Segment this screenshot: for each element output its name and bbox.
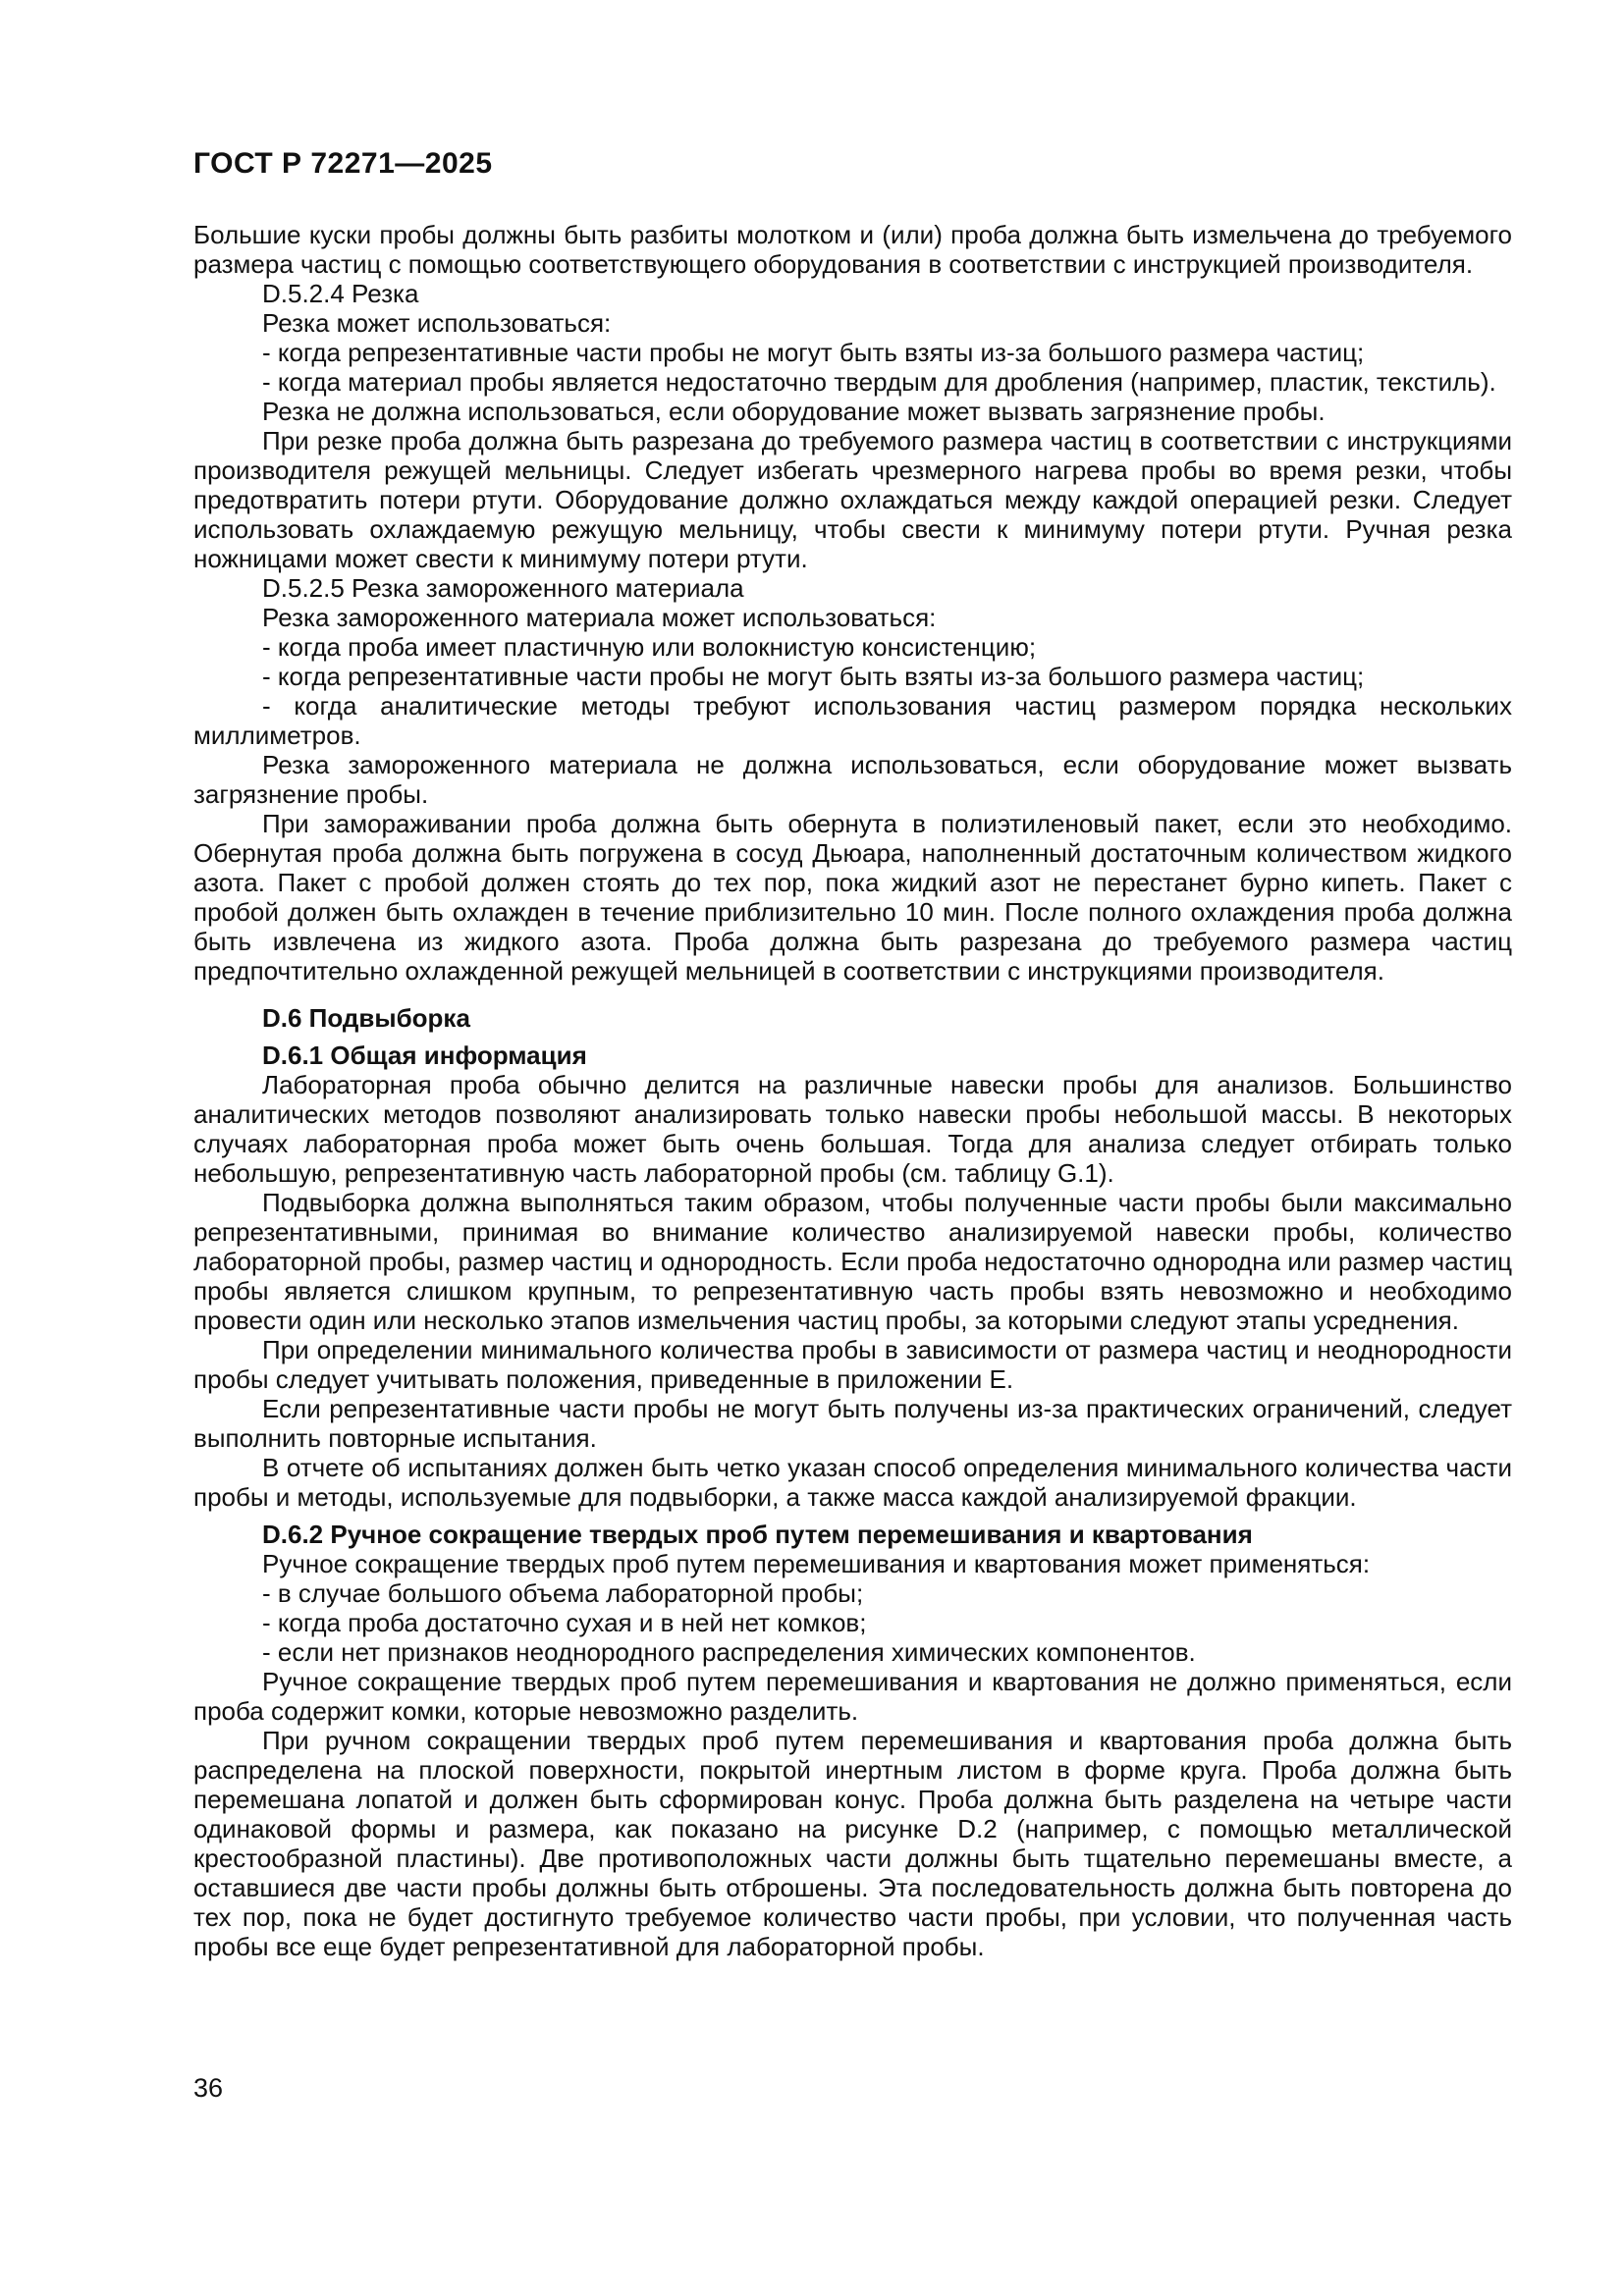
subclause-heading: D.5.2.4 Резка <box>262 279 419 308</box>
document-body <box>193 220 1512 1961</box>
paragraph: Ручное сокращение твердых проб путем перемешивания и квартования может применяться: <box>262 1549 1371 1578</box>
paragraph: Резка может использоваться: <box>262 308 612 338</box>
standard-designation: ГОСТ Р 72271—2025 <box>193 147 493 180</box>
paragraph: При замораживании проба должна быть обернута в полиэтиленовый пакет, если это необходимо. Обернутая проба должна быть погружена в сосуд Дьюара, наполненный достаточным количеством жидкого азота. Пакет с пробой должен стоять до тех пор, пока жидкий азот не перестанет бурно кипеть. Пакет с пробой должен быть охлажден в течение приблизительно 10 мин. После полного охлаждения проба должна быть извлечена из жидкого азота. Проба должна быть разрезана до требуемого размера частиц предпочтительно охлажденной режущей мельницей в соответствии с инструкциями производителя. <box>193 809 1512 986</box>
paragraph: Если репрезентативные части пробы не могут быть получены из-за практических ограничений, следует выполнить повторные испытания. <box>193 1394 1512 1453</box>
page-footer <box>193 2073 223 2104</box>
list-item: - когда проба достаточно сухая и в ней нет комков; <box>262 1608 867 1637</box>
paragraph: Резка замороженного материала может использоваться: <box>262 603 937 632</box>
list-item: - в случае большого объема лабораторной пробы; <box>262 1578 864 1608</box>
paragraph: При ручном сокращении твердых проб путем перемешивания и квартования проба должна быть распределена на плоской поверхности, покрытой инертным листом в форме круга. Проба должна быть перемешана лопатой и должен быть сформирован конус. Проба должна быть разделена на четыре части одинаковой формы и размера, как показано на рисунке D.2 (например, с помощью металлической крестообразной пластины). Две противоположных части должны быть тщательно перемешаны вместе, а оставшиеся две части пробы должны быть отброшены. Эта последовательность должна быть повторена до тех пор, пока не будет достигнуто требуемое количество части пробы, при условии, что полученная часть пробы все еще будет репрезентативной для лабораторной пробы. <box>193 1726 1512 1961</box>
list-item: - когда аналитические методы требуют использования частиц размером порядка нескольких миллиметров. <box>193 691 1512 750</box>
paragraph: Лабораторная проба обычно делится на различные навески пробы для анализов. Большинство аналитических методов позволяют анализировать только навески пробы небольшой массы. В некоторых случаях лабораторная проба может быть очень большая. Тогда для анализа следует отбирать только небольшую, репрезентативную часть лабораторной пробы (см. таблицу G.1). <box>193 1070 1512 1188</box>
paragraph: Ручное сокращение твердых проб путем перемешивания и квартования не должно применяться, если проба содержит комки, которые невозможно разделить. <box>193 1667 1512 1726</box>
subsection-heading: D.6.2 Ручное сокращение твердых проб путем перемешивания и квартования <box>262 1520 1253 1549</box>
paragraph: Резка замороженного материала не должна использоваться, если оборудование может вызвать загрязнение пробы. <box>193 750 1512 809</box>
list-item: - когда материал пробы является недостаточно твердым для дробления (например, пластик, текстиль). <box>262 367 1496 397</box>
list-item: - когда репрезентативные части пробы не могут быть взяты из-за большого размера частиц; <box>262 662 1365 691</box>
list-item: - когда проба имеет пластичную или волокнистую консистенцию; <box>262 632 1037 662</box>
list-item: - если нет признаков неоднородного распределения химических компонентов. <box>262 1637 1196 1667</box>
section-heading: D.6 Подвыборка <box>262 1003 470 1033</box>
subsection-heading: D.6.1 Общая информация <box>262 1041 587 1070</box>
page-number: 36 <box>193 2073 224 2103</box>
paragraph: В отчете об испытаниях должен быть четко указан способ определения минимального количества части пробы и методы, используемые для подвыборки, а также масса каждой анализируемой фракции. <box>193 1453 1512 1512</box>
paragraph-continued: Большие куски пробы должны быть разбиты молотком и (или) проба должна быть измельчена до требуемого размера частиц с помощью соответствующего оборудования в соответствии с инструкцией производителя. <box>193 220 1512 279</box>
paragraph: При резке проба должна быть разрезана до требуемого размера частиц в соответствии с инструкциями производителя режущей мельницы. Следует избегать чрезмерного нагрева пробы во время резки, чтобы предотвратить потери ртути. Оборудование должно охлаждаться между каждой операцией резки. Следует использовать охлаждаемую режущую мельницу, чтобы свести к минимуму потери ртути. Ручная резка ножницами может свести к минимуму потери ртути. <box>193 426 1512 573</box>
paragraph: Резка не должна использоваться, если оборудование может вызвать загрязнение пробы. <box>262 397 1326 426</box>
paragraph: При определении минимального количества пробы в зависимости от размера частиц и неоднородности пробы следует учитывать положения, приведенные в приложении Е. <box>193 1335 1512 1394</box>
subclause-heading: D.5.2.5 Резка замороженного материала <box>262 573 744 603</box>
paragraph: Подвыборка должна выполняться таким образом, чтобы полученные части пробы были максимально репрезентативными, принимая во внимание количество анализируемой навески пробы, количество лабораторной пробы, размер частиц и однородность. Если проба недостаточно однородна или размер частиц пробы является слишком крупным, то репрезентативную часть пробы взять невозможно и необходимо провести один или несколько этапов измельчения частиц пробы, за которыми следуют этапы усреднения. <box>193 1188 1512 1335</box>
list-item: - когда репрезентативные части пробы не могут быть взяты из-за большого размера частиц; <box>262 338 1365 367</box>
page-header <box>193 147 493 181</box>
